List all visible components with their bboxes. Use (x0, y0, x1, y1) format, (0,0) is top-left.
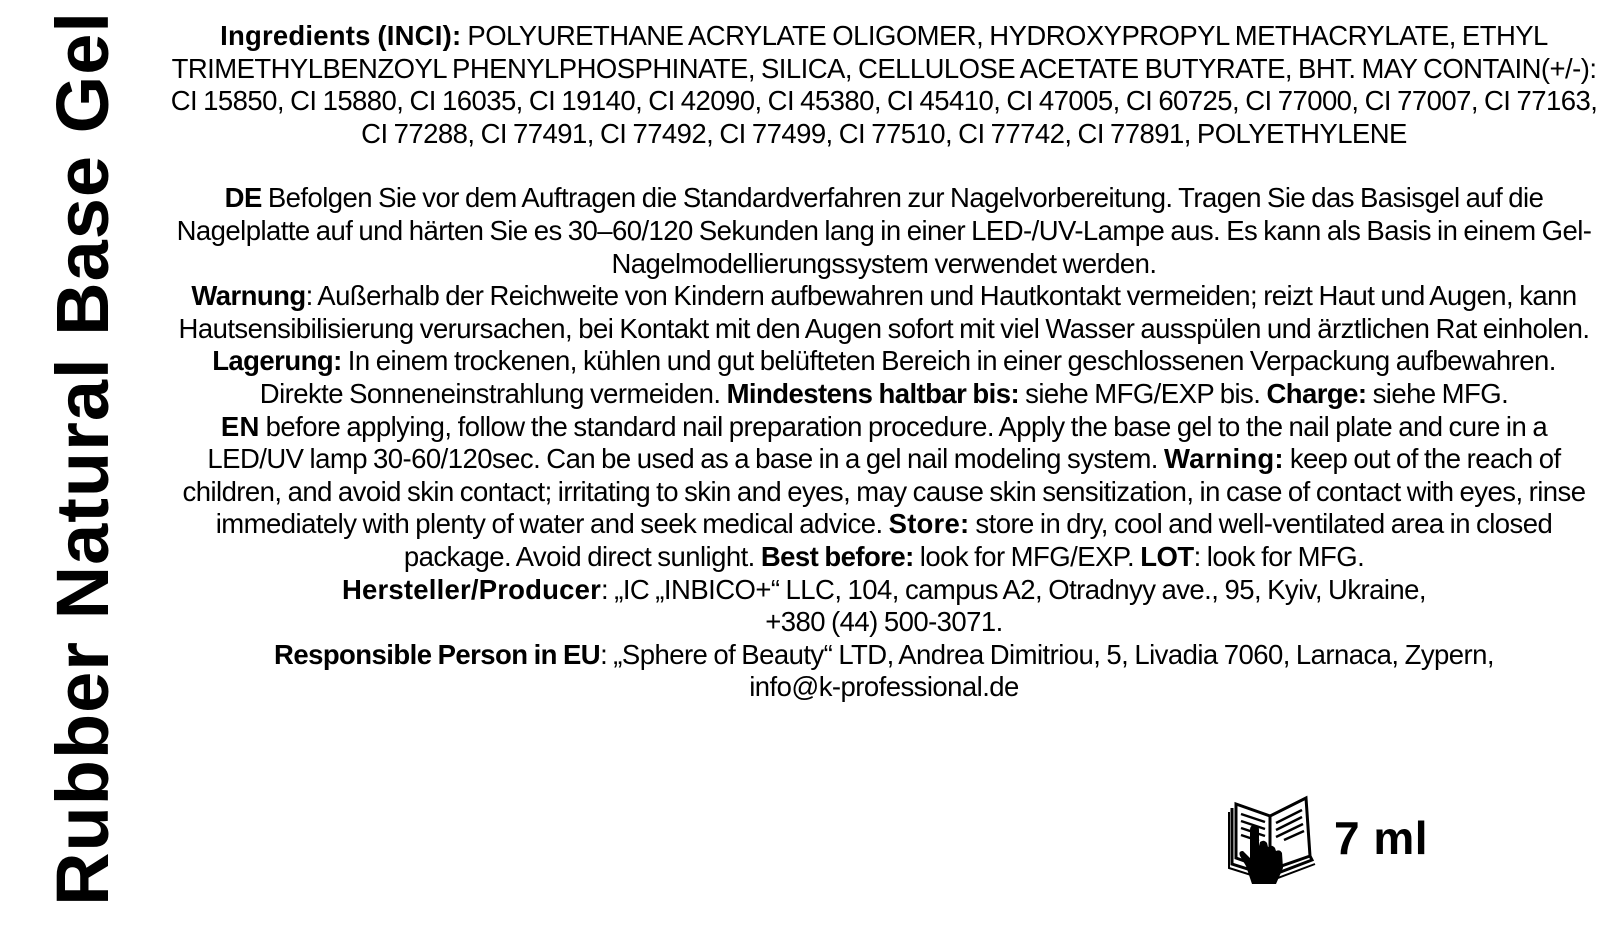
de-bestbefore-text: siehe MFG/EXP bis. (1019, 377, 1267, 409)
en-lot-text: : look for MFG. (1193, 540, 1365, 572)
product-title-vertical (22, 10, 142, 906)
ingredients-section (170, 20, 1598, 150)
en-store-text: store in dry, cool and well-ventilated area in closed package. Avoid direct sunlight. (403, 508, 1553, 572)
de-storage-label: Lagerung: (212, 345, 342, 377)
de-batch-label: Charge: (1266, 377, 1367, 409)
de-storage-text: In einem trockenen, kühlen und gut belüfteten Bereich in einer geschlossenen Verpackung aufbewahren. Direkte Sonneneinstrahlung vermeiden. (259, 345, 1556, 409)
en-bestbefore-label: Best before: (760, 540, 914, 572)
de-bestbefore-label: Mindestens haltbar bis: (726, 377, 1020, 409)
de-usage-text: Befolgen Sie vor dem Auftragen die Standardverfahren zur Nagelvorbereitung. Tragen Sie das Basisgel auf die Nagelplatte auf und härten Sie es 30–60/120 Sekunden lang in einer LED-/UV-Lampe aus. Es kann als Basis in einem Gel-Nagelmodellierungssystem verwendet werden. (176, 182, 1592, 279)
volume-label: 7 ml (1334, 812, 1429, 864)
label-text-block (170, 20, 1598, 704)
ingredients-text: POLYURETHANE ACRYLATE OLIGOMER, HYDROXYPROPYL METHACRYLATE, ETHYL TRIMETHYLBENZOYL PHENYLPHOSPHINATE, SILICA, CELLULOSE ACETATE BUTYRATE, BHT. MAY CONTAIN(+/-): CI 15850, CI 15880, CI 16035, CI 19140, CI 42090, CI 45380, CI 45410, CI 47005, CI 60725, CI 77000, CI 77007, CI 77163, CI 77288, CI 77491, CI 77492, CI 77499, CI 77510, CI 77742, CI 77891, POLYETHYLENE (170, 20, 1598, 149)
en-usage-text: before applying, follow the standard nail preparation procedure. Apply the base gel to the nail plate and cure in a LED/UV lamp 30-60/120sec. Can be used as a base in a gel nail modeling system. (207, 410, 1548, 475)
german-section (170, 182, 1598, 410)
responsible-person-section (170, 639, 1598, 704)
product-name: Rubber Natural Base Gel (40, 10, 124, 906)
de-warning-label: Warnung (191, 280, 306, 312)
responsible-person-email: info@k-professional.de (749, 671, 1019, 703)
responsible-person-label: Responsible Person in EU (274, 638, 601, 670)
de-language-code: DE (224, 182, 262, 214)
label-footer (1226, 790, 1428, 886)
english-section (170, 411, 1598, 574)
en-store-label: Store: (888, 508, 970, 540)
en-language-code: EN (220, 410, 260, 442)
responsible-person-address: : „Sphere of Beauty“ LTD, Andrea Dimitriou, 5, Livadia 7060, Larnaca, Zypern, (600, 638, 1494, 670)
producer-phone: +380 (44) 500-3071. (765, 606, 1003, 638)
instruction-manual-icon (1226, 790, 1316, 886)
producer-label: Hersteller/Producer (341, 573, 602, 605)
producer-address: : „IC „INBICO+“ LLC, 104, campus A2, Otradnyy ave., 95, Kyiv, Ukraine, (601, 573, 1427, 605)
de-warning-text: : Außerhalb der Reichweite von Kindern aufbewahren und Hautkontakt vermeiden; reizt Haut und Augen, kann Hautsensibilisierung verursachen, bei Kontakt mit den Augen sofort mit viel Wasser ausspülen und ärztlichen Rat einholen. (178, 280, 1590, 344)
en-warning-label: Warning: (1164, 443, 1284, 475)
en-lot-label: LOT (1140, 540, 1194, 572)
de-batch-text: siehe MFG. (1366, 377, 1509, 409)
section-gap (170, 150, 1598, 182)
ingredients-label: Ingredients (INCI): (220, 20, 462, 51)
en-warning-text: keep out of the reach of children, and avoid skin contact; irritating to skin and eyes, may cause skin sensitization, in case of contact with eyes, rinse immediately with plenty of water and seek medical advice. (182, 443, 1586, 540)
producer-section (170, 574, 1598, 639)
en-bestbefore-text: look for MFG/EXP. (913, 540, 1141, 572)
